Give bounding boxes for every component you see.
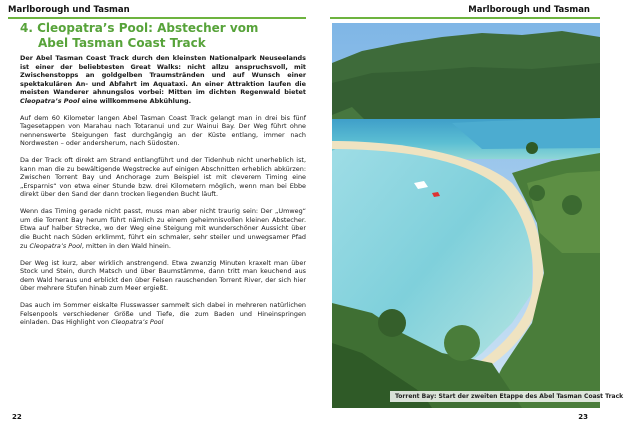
torrent-bay-photo bbox=[332, 23, 624, 408]
paragraph-3-text-1: Wenn das Timing gerade nicht passt, muss man aber nicht traurig sein: Der „Umweg“ um die Torrent Bay herum führt nämlich zu einem geheimnisvollen kleinen Abstecher. Etwa auf halber Strecke, wo der Weg eine Steigung mit wunderschöner Aussicht über die Bucht nach Süden erklimmt, führt ein schmaler, sehr steiler und unwegsamer Pfad zu bbox=[20, 207, 306, 250]
page-number-left: 22 bbox=[12, 413, 22, 421]
running-head-left: Marlborough und Tasman bbox=[8, 5, 130, 15]
paragraph-3-text-2: , mitten in den Wald hinein. bbox=[81, 241, 171, 250]
chapter-title-line2: Abel Tasman Coast Track bbox=[38, 36, 206, 50]
paragraph-5-italic-place: Cleopatra’s Pool bbox=[111, 318, 164, 327]
lead-text-2: eine willkommene Abkühlung. bbox=[79, 96, 192, 105]
photo-caption: Torrent Bay: Start der zweiten Etappe des Abel Tasman Coast Track bbox=[390, 391, 628, 402]
running-head-right: Marlborough und Tasman bbox=[468, 5, 590, 15]
right-page bbox=[314, 0, 624, 430]
paragraph-3 bbox=[20, 207, 306, 250]
chapter-title-line1: 4. Cleopatra’s Pool: Abstecher vom bbox=[20, 21, 259, 35]
paragraph-3-italic-place: Cleopatra’s Pool bbox=[29, 241, 82, 250]
paragraph-2: Da der Track oft direkt am Strand entlangführt und der Tidenhub nicht unerheblich ist, kann man die zu bewältigende Wegstrecke auf einigen Abschnitten erheblich abkürzen: Zwischen Torrent Bay und Anchorage zum Beispiel ist mit cleverem Timing eine „Ersparnis“ von etwa einer Stunde bzw. drei Kilometern möglich, wenn man bei Ebbe direkt über den Sand der dann trocken liegenden Bucht läuft. bbox=[20, 156, 306, 199]
chapter-title bbox=[20, 21, 310, 51]
article-body bbox=[20, 54, 306, 335]
header-rule-right bbox=[330, 17, 600, 19]
paragraph-5 bbox=[20, 301, 306, 327]
page-number-right: 23 bbox=[578, 413, 588, 421]
lead-paragraph bbox=[20, 54, 306, 105]
lead-text-1: Der Abel Tasman Coast Track durch den kleinsten Nationalpark Neuseelands ist einer der beliebtesten Great Walks: nicht allzu anspruchsvoll, mit Zwischenstopps an goldgelben Traumstränden und auf Wunsch einer spektakulären An- und Abfahrt im Aquataxi. An einer Attraktion laufen die meisten Wanderer ahnungslos vorbei: Mitten im dichten Regenwald bietet bbox=[20, 54, 306, 97]
paragraph-4: Der Weg ist kurz, aber wirklich anstrengend. Etwa zwanzig Minuten kraxelt man über Stock und Stein, durch Matsch und über Baumstämme, dann tritt man keuchend aus dem Wald heraus und erblickt den über Felsen rauschenden Torrent River, der sich hier über mehrere Stufen hinab zum Meer ergießt. bbox=[20, 258, 306, 293]
paragraph-1: Auf dem 60 Kilometer langen Abel Tasman Coast Track gelangt man in drei bis fünf Tagesetappen von Marahau nach Totaranui und zur Wainui Bay. Der Weg führt ohne nennenswerte Steigungen fast durchgängig an der Küste entlang, immer nach Nordwesten – oder andersherum, nach Südosten. bbox=[20, 113, 306, 148]
lead-italic-place: Cleopatra’s Pool bbox=[20, 96, 80, 105]
bay-landscape-illustration bbox=[332, 23, 600, 408]
paragraph-5-text: Das auch im Sommer eiskalte Flusswasser sammelt sich dabei in mehreren natürlichen Felsenpools verschiedener Größe und Tiefe, die zum Baden und Hineinspringen einladen. Das Highlight von bbox=[20, 301, 306, 327]
header-rule-left bbox=[8, 17, 306, 19]
